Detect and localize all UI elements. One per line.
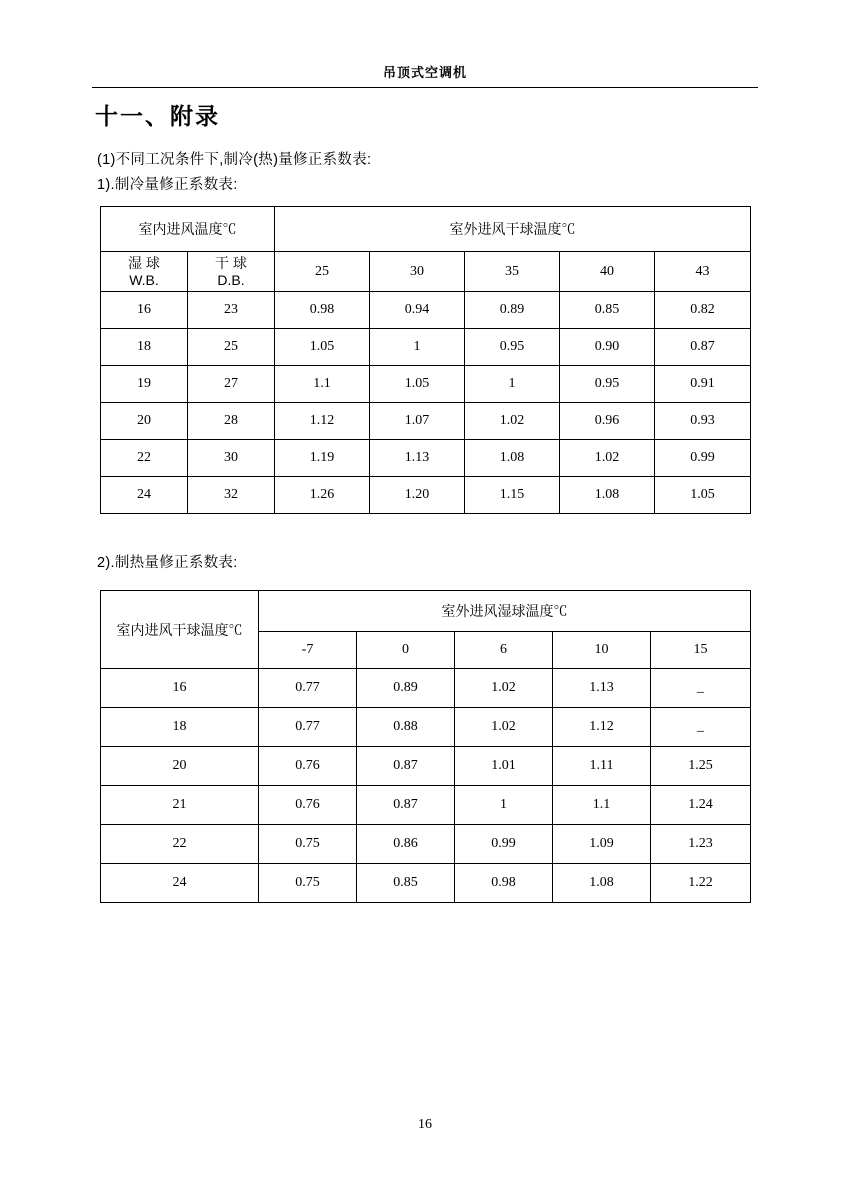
table1-cell: 1.20 — [370, 477, 465, 514]
table1-cell: 1.05 — [370, 366, 465, 403]
table1-col-wetbulb-line1: 湿 球 — [128, 255, 160, 272]
table1-cell: 0.98 — [275, 292, 370, 329]
table1-col-wetbulb — [101, 252, 188, 292]
table1-cell: 1.08 — [560, 477, 655, 514]
table2-cell: 0.87 — [357, 786, 455, 825]
table2-cell: 1.23 — [651, 825, 751, 864]
table1-outdoor-temp: 25 — [275, 252, 370, 292]
table2-indoor-value: 22 — [101, 825, 259, 864]
table1-db-value: 27 — [188, 366, 275, 403]
table1-cell: 1.07 — [370, 403, 465, 440]
table-row — [101, 708, 751, 747]
table1-cell: 0.94 — [370, 292, 465, 329]
table2-indoor-value: 20 — [101, 747, 259, 786]
table-row — [101, 366, 751, 403]
table2-outdoor-temp: 10 — [553, 632, 651, 669]
table1-cell: 1.13 — [370, 440, 465, 477]
table-row — [101, 825, 751, 864]
table1-wb-value: 24 — [101, 477, 188, 514]
table1-cell: 1.19 — [275, 440, 370, 477]
table1-wb-value: 18 — [101, 329, 188, 366]
table2-cell: 1.11 — [553, 747, 651, 786]
table2-cell: 0.75 — [259, 864, 357, 903]
table2-cell: 0.75 — [259, 825, 357, 864]
table1-db-value: 25 — [188, 329, 275, 366]
table2-group-outdoor: 室外进风湿球温度℃ — [259, 591, 751, 632]
table1-db-value: 28 — [188, 403, 275, 440]
table2-cell: 0.76 — [259, 786, 357, 825]
running-header: 吊顶式空调机 — [92, 62, 758, 88]
table1-cell: 1.1 — [275, 366, 370, 403]
table2-cell: 1.1 — [553, 786, 651, 825]
table1-group-indoor: 室内进风温度℃ — [101, 207, 275, 252]
table1-col-drybulb — [188, 252, 275, 292]
table1-group-outdoor: 室外进风干球温度℃ — [275, 207, 751, 252]
table1-cell: 1 — [465, 366, 560, 403]
table2-cell: _ — [651, 708, 751, 747]
table2-cell: 0.86 — [357, 825, 455, 864]
table1-cell: 0.95 — [560, 366, 655, 403]
table1-outdoor-temp: 40 — [560, 252, 655, 292]
table1-col-drybulb-line2: D.B. — [217, 271, 245, 288]
table2-outdoor-temp: 6 — [455, 632, 553, 669]
table-row — [101, 477, 751, 514]
table-row — [101, 747, 751, 786]
table2-cell: 0.88 — [357, 708, 455, 747]
table1-cell: 0.95 — [465, 329, 560, 366]
table1-db-value: 23 — [188, 292, 275, 329]
table1-cell: 1.12 — [275, 403, 370, 440]
table2-cell: 1.02 — [455, 708, 553, 747]
table2-cell: 1.24 — [651, 786, 751, 825]
table1-cell: 0.99 — [655, 440, 751, 477]
table1-cell: 1.26 — [275, 477, 370, 514]
table1-cell: 0.93 — [655, 403, 751, 440]
table2-cell: 0.77 — [259, 708, 357, 747]
table2-cell: 1.08 — [553, 864, 651, 903]
table1-wb-value: 19 — [101, 366, 188, 403]
table1-col-wetbulb-line2: W.B. — [129, 271, 159, 288]
table-row — [101, 440, 751, 477]
table1-cell: 1.15 — [465, 477, 560, 514]
table1-cell: 0.82 — [655, 292, 751, 329]
table1-outdoor-temp: 30 — [370, 252, 465, 292]
table1-cell: 0.96 — [560, 403, 655, 440]
page-title: 十一、附录 — [95, 103, 220, 129]
table2-outdoor-temp: 15 — [651, 632, 751, 669]
table2-cell: 1.25 — [651, 747, 751, 786]
intro-paragraph: (1)不同工况条件下,制冷(热)量修正系数表: — [97, 152, 372, 168]
table-row — [101, 329, 751, 366]
table2-cell: 0.76 — [259, 747, 357, 786]
table1-cell: 1.05 — [655, 477, 751, 514]
table2-cell: 1.22 — [651, 864, 751, 903]
table1-cell: 0.85 — [560, 292, 655, 329]
table1-db-value: 32 — [188, 477, 275, 514]
table1-cell: 0.87 — [655, 329, 751, 366]
table-row — [101, 864, 751, 903]
table2-cell: 0.98 — [455, 864, 553, 903]
table1-wb-value: 20 — [101, 403, 188, 440]
table1-cell: 1 — [370, 329, 465, 366]
table1-cell: 1.02 — [465, 403, 560, 440]
table1-outdoor-temp: 35 — [465, 252, 560, 292]
table2-outdoor-temp: 0 — [357, 632, 455, 669]
table2-cell: 1.13 — [553, 669, 651, 708]
page-number: 16 — [418, 1117, 432, 1132]
table2-cell: 1.09 — [553, 825, 651, 864]
table2-outdoor-temp: -7 — [259, 632, 357, 669]
table2-cell: 0.87 — [357, 747, 455, 786]
table2-cell: 0.85 — [357, 864, 455, 903]
table1-db-value: 30 — [188, 440, 275, 477]
table-row — [101, 669, 751, 708]
table2-indoor-value: 21 — [101, 786, 259, 825]
table2-cell: _ — [651, 669, 751, 708]
table2-cell: 0.77 — [259, 669, 357, 708]
table2-cell: 1 — [455, 786, 553, 825]
table1-cell: 0.89 — [465, 292, 560, 329]
table2-cell: 0.99 — [455, 825, 553, 864]
table2-indoor-value: 18 — [101, 708, 259, 747]
heating-correction-table — [100, 590, 751, 903]
table2-cell: 1.01 — [455, 747, 553, 786]
table1-cell: 0.91 — [655, 366, 751, 403]
table1-cell: 1.05 — [275, 329, 370, 366]
table2-cell: 1.02 — [455, 669, 553, 708]
table2-indoor-value: 16 — [101, 669, 259, 708]
table2-indoor-value: 24 — [101, 864, 259, 903]
subsection-1-label: 1).制冷量修正系数表: — [97, 177, 238, 193]
table1-wb-value: 22 — [101, 440, 188, 477]
cooling-correction-table — [100, 206, 751, 514]
table1-cell: 0.90 — [560, 329, 655, 366]
table2-cell: 1.12 — [553, 708, 651, 747]
table-row — [101, 292, 751, 329]
table2-cell: 0.89 — [357, 669, 455, 708]
table-row — [101, 786, 751, 825]
table1-cell: 1.08 — [465, 440, 560, 477]
table1-wb-value: 16 — [101, 292, 188, 329]
table2-group-indoor: 室内进风干球温度℃ — [101, 591, 259, 669]
table-row — [101, 403, 751, 440]
subsection-2-label: 2).制热量修正系数表: — [97, 555, 238, 571]
table1-outdoor-temp: 43 — [655, 252, 751, 292]
table1-col-drybulb-line1: 干 球 — [215, 255, 247, 272]
table1-cell: 1.02 — [560, 440, 655, 477]
